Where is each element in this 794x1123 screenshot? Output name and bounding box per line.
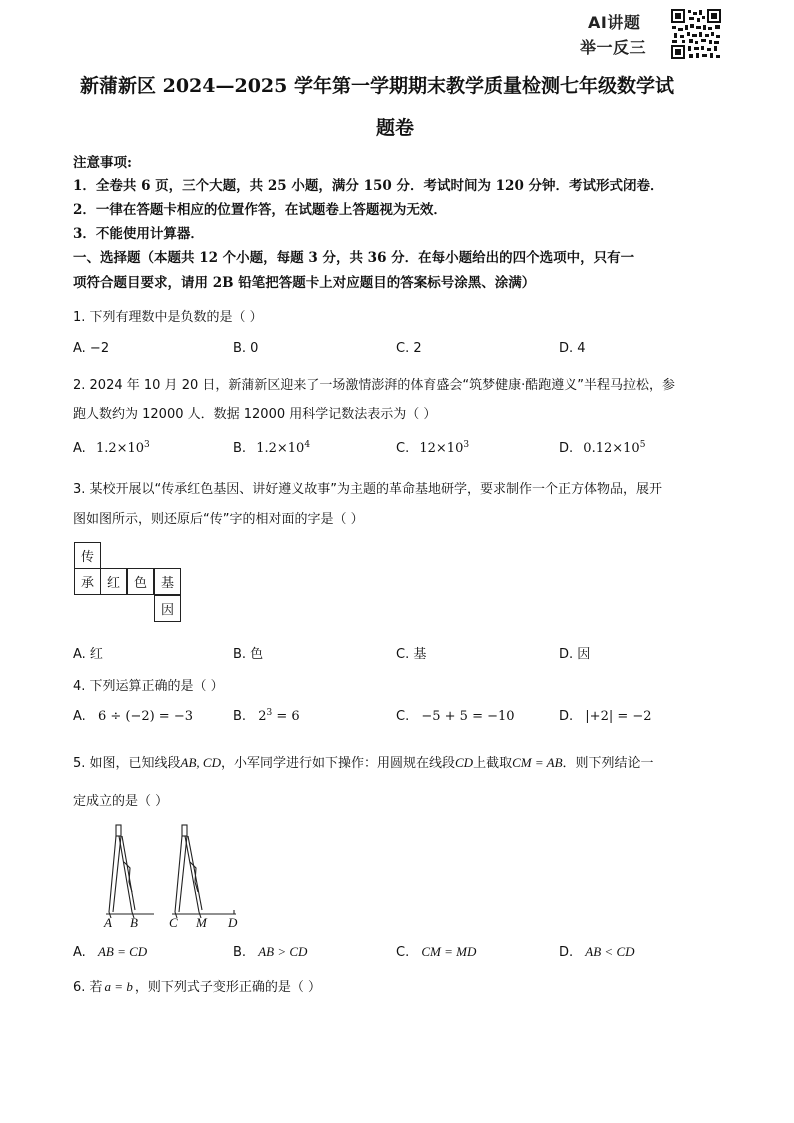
- q5-option-a[interactable]: [73, 944, 147, 960]
- net-cell: 因: [154, 595, 181, 622]
- option-value: 0.12×10: [583, 441, 640, 456]
- option-exponent: 3: [266, 708, 273, 718]
- stem-math: a = b: [104, 979, 133, 994]
- q4-option-c[interactable]: [396, 709, 515, 724]
- question-2-stem-cont: 跑人数约为 12000 人．数据 12000 用科学记数法表示为（ ）: [73, 407, 437, 422]
- option-exponent: 3: [144, 440, 150, 450]
- stem-math: CM = AB: [512, 755, 563, 770]
- option-label: D.: [559, 945, 574, 960]
- net-cell: 红: [100, 568, 127, 595]
- point-label: D: [228, 915, 238, 930]
- note-item: 2．一律在答题卡相应的位置作答，在试题卷上答题视为无效．: [73, 202, 447, 218]
- point-label: C: [169, 915, 178, 930]
- q1-option-b[interactable]: B. 0: [233, 341, 259, 356]
- option-value: AB < CD: [585, 944, 635, 959]
- badge-line2: 举一反三: [580, 38, 647, 57]
- q4-option-a[interactable]: [73, 709, 193, 724]
- option-label: A.: [73, 945, 86, 960]
- question-1-stem: 1. 下列有理数中是负数的是（ ）: [73, 310, 263, 325]
- notes-heading: 注意事项:: [73, 155, 132, 171]
- option-label: C.: [396, 709, 410, 724]
- option-label: B.: [233, 709, 247, 724]
- q3-option-a[interactable]: A. 红: [73, 647, 103, 662]
- stem-text: ，小军同学进行如下操作：用圆规在线段: [221, 756, 456, 771]
- stem-text: ，则下列式子变形正确的是（ ）: [134, 980, 321, 995]
- page-title: 新蒲新区 2024—2025 学年第一学期期末教学质量检测七年级数学试: [80, 75, 674, 97]
- option-label: B.: [233, 441, 247, 456]
- option-label: C.: [396, 945, 410, 960]
- section-heading-cont: 项符合题目要求，请用 2B 铅笔把答题卡上对应题目的答案标号涂黑、涂满）: [73, 275, 536, 291]
- option-value: 2: [258, 709, 267, 724]
- q5-option-b[interactable]: [233, 944, 307, 960]
- page-title-cont: 题卷: [376, 117, 415, 139]
- q4-option-b[interactable]: [233, 709, 300, 724]
- badge-line1: AI讲题: [588, 13, 641, 32]
- stem-text: 6. 若: [73, 980, 103, 995]
- option-value: 6 ÷ (−2) = −3: [97, 709, 193, 724]
- option-label: D.: [559, 709, 574, 724]
- q1-option-c[interactable]: C. 2: [396, 341, 422, 356]
- question-2-stem: 2. 2024 年 10 月 20 日，新蒲新区迎来了一场激情澎湃的体育盛会“筑梦健康·酷跑遵义”半程马拉松，参: [73, 378, 675, 393]
- option-label: C.: [396, 441, 410, 456]
- option-exponent: 3: [463, 440, 470, 450]
- note-item: 1．全卷共 6 页，三个大题，共 25 小题，满分 150 分．考试时间为 120 分钟．考试形式闭卷．: [73, 178, 664, 194]
- option-label: A.: [73, 709, 86, 724]
- q1-option-d[interactable]: D. 4: [559, 341, 586, 356]
- q5-option-c[interactable]: [396, 944, 476, 960]
- q1-option-a[interactable]: A. −2: [73, 341, 110, 356]
- q2-option-c[interactable]: [396, 441, 469, 456]
- q2-option-b[interactable]: [233, 441, 310, 456]
- option-value: 12×10: [419, 441, 464, 456]
- q5-option-d[interactable]: [559, 944, 635, 960]
- qr-code-icon[interactable]: [670, 8, 722, 60]
- option-label: B.: [233, 945, 247, 960]
- q3-option-d[interactable]: D. 因: [559, 647, 591, 662]
- option-value: AB > CD: [258, 944, 308, 959]
- stem-math: CD: [455, 755, 474, 770]
- net-cell: 承: [74, 568, 101, 595]
- question-5-stem-cont: 定成立的是（ ）: [73, 794, 169, 809]
- point-label: A: [104, 915, 112, 930]
- net-cell: 传: [74, 542, 101, 569]
- option-label: A.: [73, 441, 86, 456]
- q4-option-d[interactable]: [559, 709, 652, 724]
- stem-text: 上截取: [473, 756, 513, 771]
- question-3-stem-cont: 图如图所示，则还原后“传”字的相对面的字是（ ）: [73, 512, 364, 527]
- option-label: D.: [559, 441, 574, 456]
- point-label: B: [130, 915, 138, 930]
- question-6-stem: [73, 976, 321, 995]
- stem-text: ．则下列结论一: [562, 756, 654, 771]
- option-value: |+2| = −2: [585, 709, 652, 724]
- option-value: −5 + 5 = −10: [421, 709, 515, 724]
- net-cell: 基: [154, 568, 181, 595]
- question-4-stem: 4. 下列运算正确的是（ ）: [73, 679, 224, 694]
- option-value: 1.2×10: [95, 441, 145, 456]
- question-5-stem: [73, 752, 654, 771]
- option-exponent: 5: [639, 440, 646, 450]
- q2-option-a[interactable]: [73, 441, 150, 456]
- q2-option-d[interactable]: [559, 441, 645, 456]
- option-value-rest: = 6: [272, 709, 300, 724]
- section-heading: 一、选择题（本题共 12 个小题，每题 3 分，共 36 分．在每小题给出的四个选项中，只有一: [73, 250, 635, 266]
- option-value: CM = MD: [421, 944, 477, 959]
- q3-option-c[interactable]: C. 基: [396, 647, 427, 662]
- net-cell: 色: [127, 568, 154, 595]
- option-exponent: 4: [304, 440, 311, 450]
- question-3-stem: 3. 某校开展以“传承红色基因、讲好遵义故事”为主题的革命基地研学，要求制作一个正方体物品，展开: [73, 482, 663, 497]
- option-value: AB = CD: [97, 944, 148, 959]
- q3-option-b[interactable]: B. 色: [233, 647, 264, 662]
- point-label: M: [196, 915, 207, 930]
- stem-math: AB, CD: [180, 755, 221, 770]
- option-value: 1.2×10: [256, 441, 305, 456]
- note-item: 3．不能使用计算器．: [73, 226, 204, 242]
- stem-text: 5. 如图，已知线段: [73, 756, 181, 771]
